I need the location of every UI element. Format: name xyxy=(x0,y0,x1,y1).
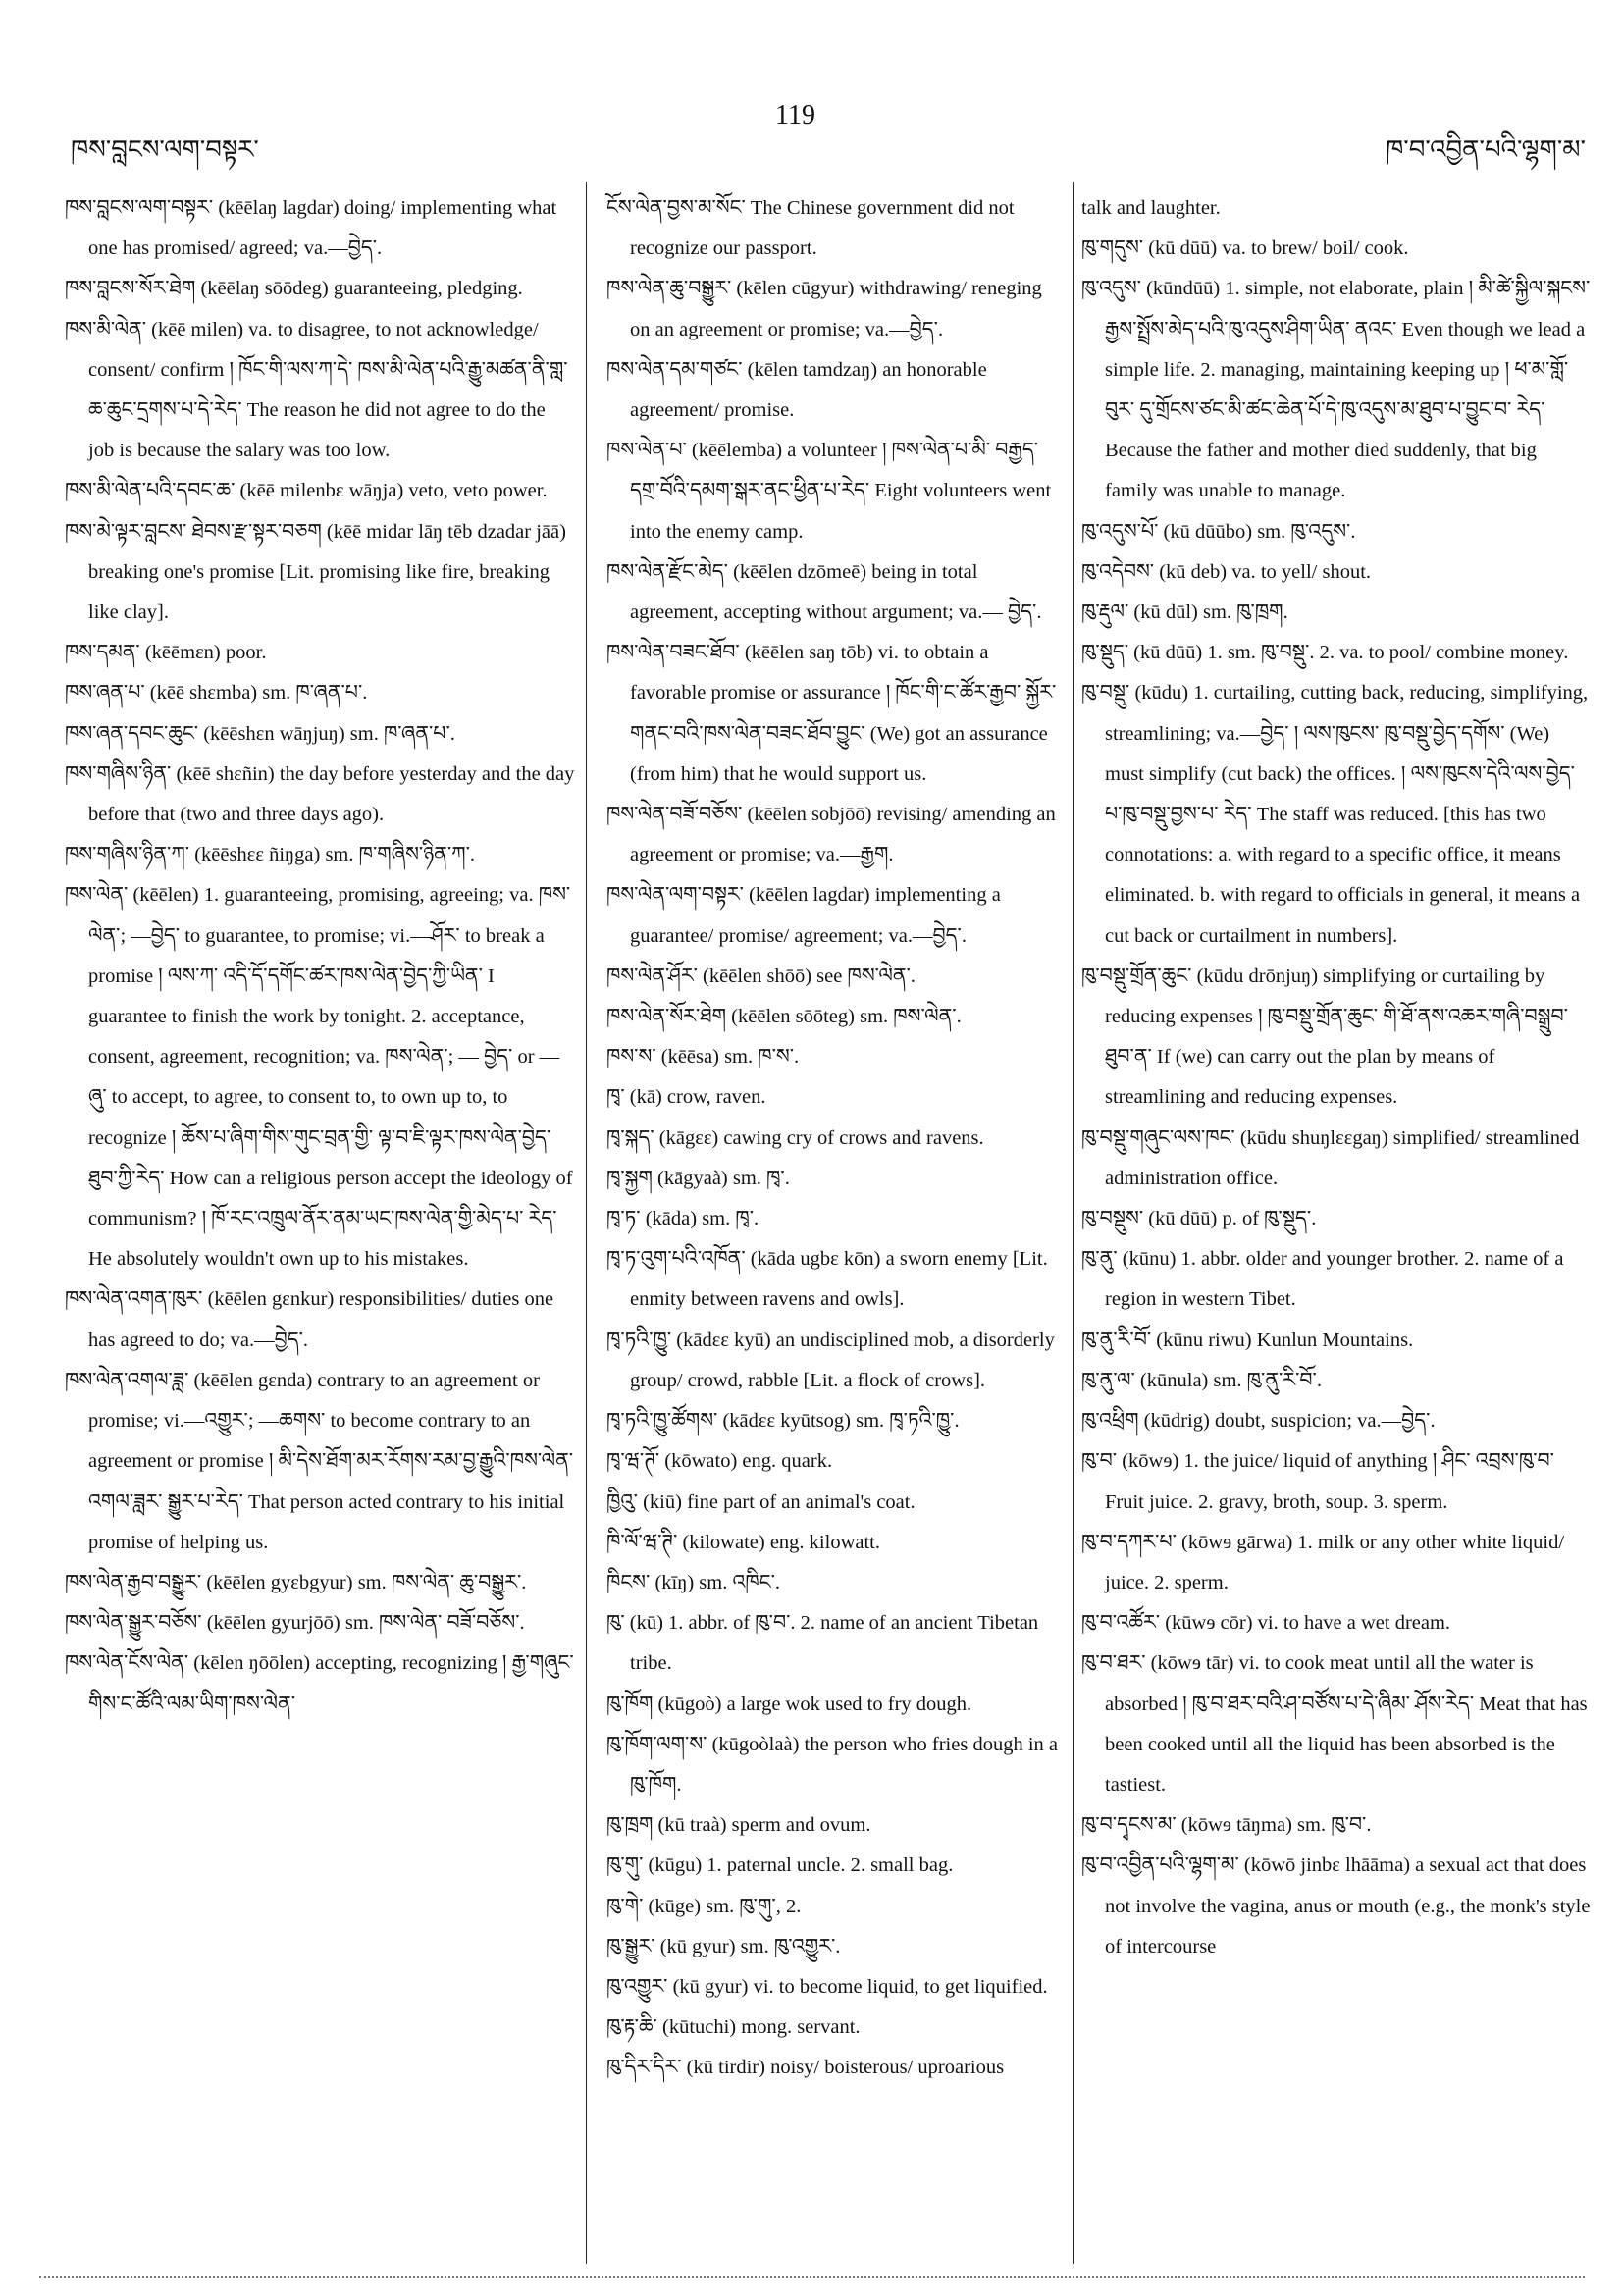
column-left xyxy=(65,188,575,1725)
dictionary-entry: ཁྱིའུ་ (kiū) fine part of an animal's coat. xyxy=(606,1490,916,1513)
dictionary-entry: ཁུ་འགྱུར་ (kū gyur) vi. to become liquid, to get liquified. xyxy=(606,1975,1048,1998)
dictionary-entry: ཁས་ཞན་པ་ (kēē shɛmba) sm. ཁ་ཞན་པ་. xyxy=(65,682,368,704)
dictionary-entry: ཁས་ལེན་ཤོར་ (kēēlen shōō) see ཁས་ལེན་. xyxy=(606,965,916,987)
dictionary-entry: ཁྭ་ (kā) crow, raven. xyxy=(606,1086,766,1109)
dictionary-entry: ཁྭ་ཏ་ (kāda) sm. ཁྭ་. xyxy=(606,1208,759,1230)
header-right-guideword: ཁ་བ་འབྱིན་པའི་ལྷག་མ་ xyxy=(1386,135,1586,164)
header-left-guideword: ཁས་བླངས་ལག་བསྟར་ xyxy=(71,135,259,164)
dictionary-entry: ཁུ་འཕྲིག (kūdrig) doubt, suspicion; va.—བྱེད་. xyxy=(1081,1410,1436,1433)
dictionary-entry: ཁས་ལེན་བཟོ་བཅོས་ (kēēlen sobjōō) revising/ amending an agreement or promise; va.—རྒྱག. xyxy=(606,804,1056,866)
dictionary-entry: talk and laughter. xyxy=(1081,197,1221,219)
dictionary-entry: ཁུ་རྟ་ཆི་ (kūtuchi) mong. servant. xyxy=(606,2016,861,2039)
dictionary-entry: ཁས་ལེན་ངོས་ལེན་ (kēlen ŋōōlen) accepting, recognizing ། རྒྱ་གཞུང་གིས་ང་ཚོའི་ལམ་ཡིག་ཁས་ལེན་ xyxy=(65,1652,574,1715)
dictionary-entry: ཁས་ས་ (kēēsa) sm. ཁ་ས་. xyxy=(606,1046,800,1069)
dictionary-entry: ཁུ་ནུ་ལ་ (kūnula) sm. ཁུ་ནུ་རི་བོ་. xyxy=(1081,1369,1322,1391)
dictionary-entry: ཁུ་བསྡུ་གཞུང་ལས་ཁང་ (kūdu shuŋlɛɛgaŋ) simplified/ streamlined administration office. xyxy=(1081,1126,1580,1189)
scan-edge-rule xyxy=(39,2276,1585,2278)
dictionary-entry: ཁུ་བསྡུ་གྲོན་ཆུང་ (kūdu drōnjuŋ) simplifying or curtailing by reducing expenses ། ཁུ་བསྡུ་གྲོན་ཆུང་ གི་ཐོ་ནས་འཆར་གཞི་བསྒྲུབ་ཐུབ་ན་ If (we) can carry out the plan by means of streamlining and reducing expenses. xyxy=(1081,965,1568,1109)
dictionary-entry: ཁུ་ནུ་ (kūnu) 1. abbr. older and younger brother. 2. name of a region in western Tibet. xyxy=(1081,1248,1564,1311)
dictionary-entry: ཁྭ་ཏའི་ཁྱུ་ཚོགས་ (kādɛɛ kyūtsog) sm. ཁྭ་ཏའི་ཁྱུ་. xyxy=(606,1410,960,1433)
dictionary-entry: ཁྭ་ཏའི་ཁྱུ་ (kādɛɛ kyū) an undisciplined mob, a disorderly group/ crowd, rabble [Lit. a flock of crows]. xyxy=(606,1329,1055,1391)
dictionary-entry: ཁུ་བ་དཀར་པ་ (kōwɘ gārwa) 1. milk or any other white liquid/ juice. 2. sperm. xyxy=(1081,1531,1565,1593)
dictionary-entry: ཁས་ལེན་ཆུ་བསྒྱུར་ (kēlen cūgyur) withdrawing/ reneging on an agreement or promise; va.—བྱེད་. xyxy=(606,278,1042,340)
dictionary-entry: ཁས་ལེན་འགལ་ཟླ་ (kēēlen gɛnda) contrary to an agreement or promise; vi.—འགྱུར་; —ཆགས་ to become contrary to an agreement or promise ། མི་དེས་ཐོག་མར་རོགས་རམ་བྱ་རྒྱུའི་ཁས་ལེན་འགལ་ཟླར་ སྒྱུར་པ་རེད་ That person acted contrary to his initial promise of helping us. xyxy=(65,1369,574,1553)
dictionary-entry: ངོས་ལེན་བྱས་མ་སོང་ The Chinese government did not recognize our passport. xyxy=(606,197,1015,260)
dictionary-entry: ཁུ་འདུས་ (kūndūū) 1. simple, not elaborate, plain ། མི་ཚེ་སྐྱིལ་སྐངས་རྒྱས་སྤྲོས་མེད་པའི་ཁུ་འདུས་ཤིག་ཡིན་ ནའང་ Even though we lead a simple life. 2. managing, maintaining keeping up ། ཕ་མ་གློ་བུར་ དུ་གྲོངས་ཙང་མི་ཚང་ཆེན་པོ་དེ་ཁུ་འདུས་མ་ཐུབ་པ་བྱུང་བ་ རེད་ Because the father and mother died suddenly, that big family was unable to manage. xyxy=(1081,278,1591,502)
column-right xyxy=(1081,188,1592,1967)
column-divider-left xyxy=(586,182,587,2264)
dictionary-entry: ཁས་མི་ལེན་པའི་དབང་ཆ་ (kēē milenbɛ wāŋja) veto, veto power. xyxy=(65,480,548,502)
dictionary-entry: ཁྭ་ཝ་ཊོ་ (kōwato) eng. quark. xyxy=(606,1450,833,1473)
dictionary-entry: ཁས་ལེན་འགན་ཁུར་ (kēēlen gɛnkur) responsibilities/ duties one has agreed to do; va.—བྱེད་. xyxy=(65,1288,554,1351)
dictionary-entry: ཁས་མི་ལེན་ (kēē milen) va. to disagree, to not acknowledge/ consent/ confirm ། ཁོང་གི་ལས་ཀ་དེ་ ཁས་མི་ལེན་པའི་རྒྱུ་མཚན་ནི་གླ་ཆ་ཆུང་དྲགས་པ་དེ་རེད་ The reason he did not agree to do the job is because the salary was too low. xyxy=(65,318,568,462)
dictionary-entry: ཁིངས་ (kīŋ) sm. འཁིང་. xyxy=(606,1571,781,1593)
dictionary-entry: ཁུ་ཁོག (kūgoò) a large wok used to fry dough. xyxy=(606,1693,972,1715)
dictionary-entry: ཁྭ་སྐྱག (kāgyaà) sm. ཁྭ་. xyxy=(606,1167,790,1189)
dictionary-entry: ཁས་ལེན་རྒྱབ་བསྒྱུར་ (kēēlen gyɛbgyur) sm. ཁས་ལེན་ ཆུ་བསྒྱུར་. xyxy=(65,1571,527,1593)
dictionary-entry: ཁས་ལེན་རྫོང་མེད་ (kēēlen dzōmeē) being in total agreement, accepting without argument; va.— བྱེད་. xyxy=(606,560,1042,624)
dictionary-entry: ཁུ་བསྡུས་ (kū dūū) p. of ཁུ་སྡུད་. xyxy=(1081,1208,1317,1230)
dictionary-entry: ཁུ་ཁྲག (kū traà) sperm and ovum. xyxy=(606,1814,871,1837)
dictionary-entry: ཁུ་འདེབས་ (kū deb) va. to yell/ shout. xyxy=(1081,560,1372,583)
dictionary-entry: ཁུ་འདུས་པོ་ (kū dūūbo) sm. ཁུ་འདུས་. xyxy=(1081,520,1356,543)
page-number: 119 xyxy=(775,100,815,130)
dictionary-entry: ཁུ་དིར་དིར་ (kū tirdir) noisy/ boisterous/ uproarious xyxy=(606,2057,1005,2079)
dictionary-entry: ཁུ་བསྡུ་ (kūdu) 1. curtailing, cutting back, reducing, simplifying, streamlining; va.—བྱེད་ ། ལས་ཁུངས་ ཁུ་བསྡུ་བྱེད་དགོས་ (We) must simplify (cut back) the offices. ། ལས་ཁུངས་དེའི་ལས་བྱེད་པ་ཁུ་བསྡུ་བྱས་པ་ རེད་ The staff was reduced. [this has two connotations: a. with regard to a specific office, it means eliminated. b. with regard to officials in general, it means a cut back or curtailment in numbers]. xyxy=(1081,682,1589,947)
dictionary-entry: ཁས་གཞིས་ཉིན་ (kēē shɛñin) the day before yesterday and the day before that (two and three days ago). xyxy=(65,762,575,826)
dictionary-entry: ཁས་གཞིས་ཉིན་ཀ་ (kēēshɛɛ ñiŋga) sm. ཁ་གཞིས་ཉིན་ཀ་. xyxy=(65,844,476,866)
dictionary-entry: ཁུ་བ་དྭངས་མ་ (kōwɘ tāŋma) sm. ཁུ་བ་. xyxy=(1081,1814,1372,1837)
dictionary-entry: ཁྭ་སྐད་ (kāgɛɛ) cawing cry of crows and ravens. xyxy=(606,1126,984,1149)
dictionary-entry: ཁས་དམན་ (kēēmɛn) poor. xyxy=(65,642,267,664)
column-middle xyxy=(606,188,1063,2089)
dictionary-entry: ཁྭ་ཏ་འུག་པའི་འཁོན་ (kāda ugbɛ kōn) a sworn enemy [Lit. enmity between ravens and owls]. xyxy=(606,1248,1048,1311)
dictionary-entry: ཁས་མེ་ལྟར་བླངས་ ཐེབས་རྫ་སྟར་བཅག (kēē midar lāŋ tēb dzadar jāā) breaking one's promise [Lit. promising like fire, breaking like clay]. xyxy=(65,520,566,624)
dictionary-entry: ཁུ་རྡུལ་ (kū dūl) sm. ཁུ་ཁྲག. xyxy=(1081,601,1288,624)
dictionary-entry: ཁུ་ཁོག་ལག་ས་ (kūgoòlaà) the person who fries dough in a ཁུ་ཁོག. xyxy=(606,1733,1058,1796)
dictionary-entry: ཁས་ལེན་བཟང་ཐོབ་ (kēēlen saŋ tōb) vi. to obtain a favorable promise or assurance ། ཁོང་གི་ང་ཚོར་རྒྱབ་ སྐྱོར་གནང་བའི་ཁས་ལེན་བཟང་ཐོབ་བྱུང་ (We) got an assurance (from him) that he would support us. xyxy=(606,642,1057,785)
dictionary-entry: ཁས་བླངས་སོར་ཐེག (kēēlaŋ sōōdeg) guaranteeing, pledging. xyxy=(65,278,523,300)
dictionary-entry: ཁུ་ནུ་རི་བོ་ (kūnu riwu) Kunlun Mountains. xyxy=(1081,1329,1414,1351)
dictionary-entry: ཁུ་བ་ཐར་ (kōwɘ tār) vi. to cook meat until all the water is absorbed ། ཁུ་བ་ཐར་བའི་ཤ་བཙོས་པ་དེ་ཞིམ་ ཤོས་རེད་ Meat that has been cooked until all the liquid has been absorbed is the tastiest. xyxy=(1081,1652,1588,1796)
dictionary-entry: ཁུ་སྡུད་ (kū dūū) 1. sm. ཁུ་བསྡུ་. 2. va. to pool/ combine money. xyxy=(1081,642,1569,664)
dictionary-entry: ཁུ་བ་ (kōwɘ) 1. the juice/ liquid of anything ། ཤིང་ འབྲས་ཁུ་བ་ Fruit juice. 2. gravy, broth, soup. 3. sperm. xyxy=(1081,1450,1554,1513)
dictionary-entry: ཁས་ལེན་སོར་ཐེག (kēēlen sōōteg) sm. ཁས་ལེན་. xyxy=(606,1006,962,1028)
dictionary-entry: ཁས་ལེན་ལག་བསྟར་ (kēēlen lagdar) implementing a guarantee/ promise/ agreement; va.—བྱེད་. xyxy=(606,884,1001,947)
dictionary-entry: ཁུ་བ་འབྱིན་པའི་ལྷག་མ་ (kōwō jinbɛ lhāāma) a sexual act that does not involve the vagina, anus or mouth (e.g., the monk's style of intercourse xyxy=(1081,1854,1591,1957)
column-divider-right xyxy=(1073,182,1074,2264)
dictionary-entry: ཁས་ལེན་དམ་གཙང་ (kēlen tamdzaŋ) an honorable agreement/ promise. xyxy=(606,358,987,422)
dictionary-entry: ཁས་ལེན་སྒྱུར་བཅོས་ (kēēlen gyurjōō) sm. ཁས་ལེན་ བཟོ་བཅོས་. xyxy=(65,1612,525,1635)
dictionary-entry: ཁུ་གུ་ (kūgu) 1. paternal uncle. 2. small bag. xyxy=(606,1854,954,1877)
dictionary-entry: ཁས་བླངས་ལག་བསྟར་ (kēēlaŋ lagdar) doing/ implementing what one has promised/ agreed; va.—བྱེད་. xyxy=(65,197,557,260)
dictionary-entry: ཁུ་བ་འཚོར་ (kūwɘ cōr) vi. to have a wet dream. xyxy=(1081,1612,1451,1635)
page-header xyxy=(0,98,1623,164)
dictionary-entry: ཁུ་སྒྱུར་ (kū gyur) sm. ཁུ་འགྱུར་. xyxy=(606,1935,841,1957)
dictionary-entry: ཁི་ལོ་ཝ་ཊི་ (kilowate) eng. kilowatt. xyxy=(606,1531,880,1553)
dictionary-entry: ཁས་ལེན་ (kēēlen) 1. guaranteeing, promising, agreeing; va. ཁས་ལེན་; —བྱེད་ to guarantee, to promise; vi.—ཤོར་ to break a promise ། ལས་ཀ་ འདི་དོ་དགོང་ཚར་ཁས་ལེན་བྱེད་ཀྱི་ཡིན་ I guarantee to finish the work by tonight. 2. acceptance, consent, agreement, recognition; va. ཁས་ལེན་; — བྱེད་ or —ཞུ་ to accept, to agree, to consent to, to own up to, to recognize ། ཆོས་པ་ཞིག་གིས་གུང་བྲན་གྱི་ ལྟ་བ་ཇི་ལྟར་ཁས་ལེན་བྱེད་ཐུབ་ཀྱི་རེད་ How can a religious person accept the ideology of communism? ། ཁོ་རང་འཁྲུལ་ནོར་ནམ་ཡང་ཁས་ལེན་གྱི་མེད་པ་ རེད་ He absolutely wouldn't own up to his mistakes. xyxy=(65,884,573,1271)
dictionary-entry: ཁུ་གེ་ (kūge) sm. ཁུ་གུ་, 2. xyxy=(606,1895,802,1917)
dictionary-entry: ཁུ་ (kū) 1. abbr. of ཁུ་བ་. 2. name of an ancient Tibetan tribe. xyxy=(606,1612,1039,1675)
dictionary-entry: ཁུ་གདུས་ (kū dūū) va. to brew/ boil/ cook. xyxy=(1081,237,1409,260)
dictionary-entry: ཁས་ཞན་དབང་ཆུང་ (kēēshɛn wāŋjuŋ) sm. ཁ་ཞན་པ་. xyxy=(65,722,455,745)
dictionary-entry: ཁས་ལེན་པ་ (kēēlemba) a volunteer ། ཁས་ལེན་པ་མི་ བརྒྱད་དགྲ་བོའི་དམག་སྒར་ནང་ཕྱིན་པ་རེད་ Eight volunteers went into the enemy camp. xyxy=(606,440,1052,543)
